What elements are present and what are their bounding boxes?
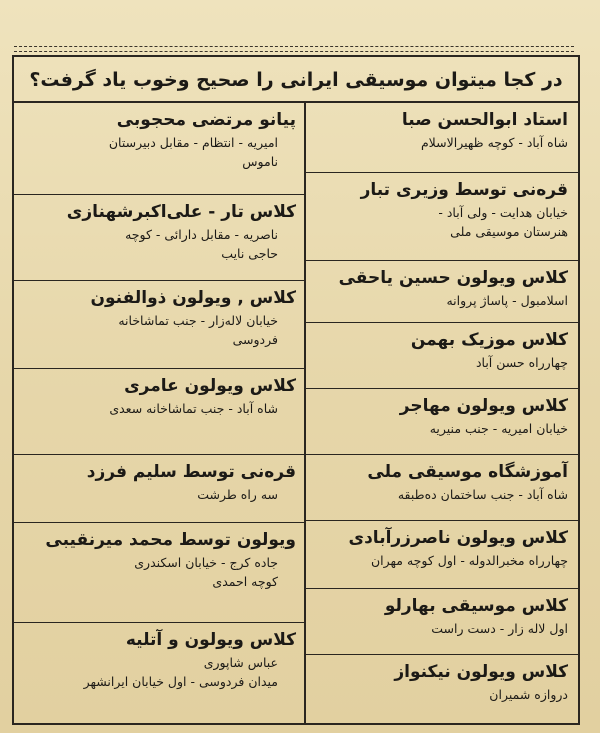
entry-address-line: جاده کرج - خیابان اسکندری <box>134 555 278 570</box>
entry-address-line: سه راه طرشت <box>197 487 278 502</box>
entry-name: کلاس , ویولون ذوالفنون <box>90 288 296 308</box>
entry-address-line: شاه آباد - کوچه ظهیرالاسلام <box>420 135 568 150</box>
left-column-entry <box>14 369 306 455</box>
entry-name: کلاس موزیک بهمن <box>410 330 568 350</box>
entry-address-line: خیابان لاله‌زار - جنب تماشاخانه <box>118 313 278 328</box>
entry-name: کلاس ویولون و آتلیه <box>125 630 296 650</box>
right-column-entry <box>306 261 578 323</box>
entry-name: ویولون توسط محمد میرنقیبی <box>45 530 296 550</box>
right-column-entry <box>306 103 578 173</box>
listing-box <box>12 55 580 725</box>
entry-name: استاد ابوالحسن صبا <box>401 110 568 130</box>
entry-name: کلاس ویولون حسین یاحقی <box>338 268 568 288</box>
entry-address-line: میدان فردوسی - اول خیابان ایرانشهر <box>83 674 278 689</box>
entry-address-line: ناموس <box>242 154 278 169</box>
top-dashed-rule <box>14 46 574 52</box>
entry-address-line: چهارراه حسن آباد <box>475 355 568 370</box>
entry-address-line: ناصریه - مقابل دارائی - کوچه <box>125 227 278 242</box>
entry-name: قره‌نی توسط وزیری تبار <box>360 180 568 200</box>
entry-address-line: دروازه شمیران <box>489 687 568 702</box>
right-column-entry <box>306 455 578 521</box>
right-column-entry <box>306 589 578 655</box>
right-column-entry <box>306 655 578 725</box>
entry-address-line: امیریه - انتظام - مقابل دبیرستان <box>108 135 278 150</box>
left-column-entry <box>14 455 306 523</box>
right-column-entry <box>306 389 578 455</box>
left-column-entry <box>14 103 306 195</box>
right-column-entry <box>306 323 578 389</box>
entry-name: کلاس ویولون مهاجر <box>399 396 568 416</box>
entry-name: پیانو مرتضی محجوبی <box>116 110 296 130</box>
entry-name: کلاس ویولون ناصرزرآبادی <box>348 528 568 548</box>
entry-name: آموزشگاه موسیقی ملی <box>367 462 568 482</box>
entry-name: کلاس تار - علی‌اکبرشهنازی <box>66 202 296 222</box>
right-column <box>304 103 578 723</box>
entry-address-line: اسلامبول - پاساژ پروانه <box>446 293 568 308</box>
right-column-entry <box>306 521 578 589</box>
entry-name: کلاس ویولون عامری <box>124 376 296 396</box>
entry-address-line: عباس شاپوری <box>203 655 278 670</box>
entry-address-line: هنرستان موسیقی ملی <box>450 224 568 239</box>
left-column-entry <box>14 523 306 623</box>
left-column-entry <box>14 623 306 725</box>
entry-address-line: فردوسی <box>232 332 278 347</box>
right-column-entry <box>306 173 578 261</box>
entry-name: کلاس موسیقی بهارلو <box>384 596 568 616</box>
entry-address-line: شاه آباد - جنب ساختمان دەطبقه <box>397 487 568 502</box>
entry-name: قره‌نی توسط سلیم فرزد <box>86 462 296 482</box>
entry-address-line: کوچه احمدی <box>212 574 278 589</box>
left-column-entry <box>14 195 306 281</box>
entry-address-line: چهارراه مخبرالدوله - اول کوچه مهران <box>370 553 568 568</box>
left-column <box>14 103 306 723</box>
entry-address-line: خیابان هدایت - ولی آباد - <box>438 205 568 220</box>
entry-address-line: شاه آباد - جنب تماشاخانه سعدی <box>109 401 278 416</box>
entry-address-line: اول لاله زار - دست راست <box>431 621 568 636</box>
listing-title: در کجا میتوان موسیقی ایرانی را صحیح وخوب یاد گرفت؟ <box>14 57 578 103</box>
entry-name: کلاس ویولون نیکنواز <box>394 662 568 682</box>
left-column-entry <box>14 281 306 369</box>
entry-address-line: خیابان امیریه - جنب منیریه <box>429 421 568 436</box>
entry-address-line: حاجی نایب <box>221 246 278 261</box>
